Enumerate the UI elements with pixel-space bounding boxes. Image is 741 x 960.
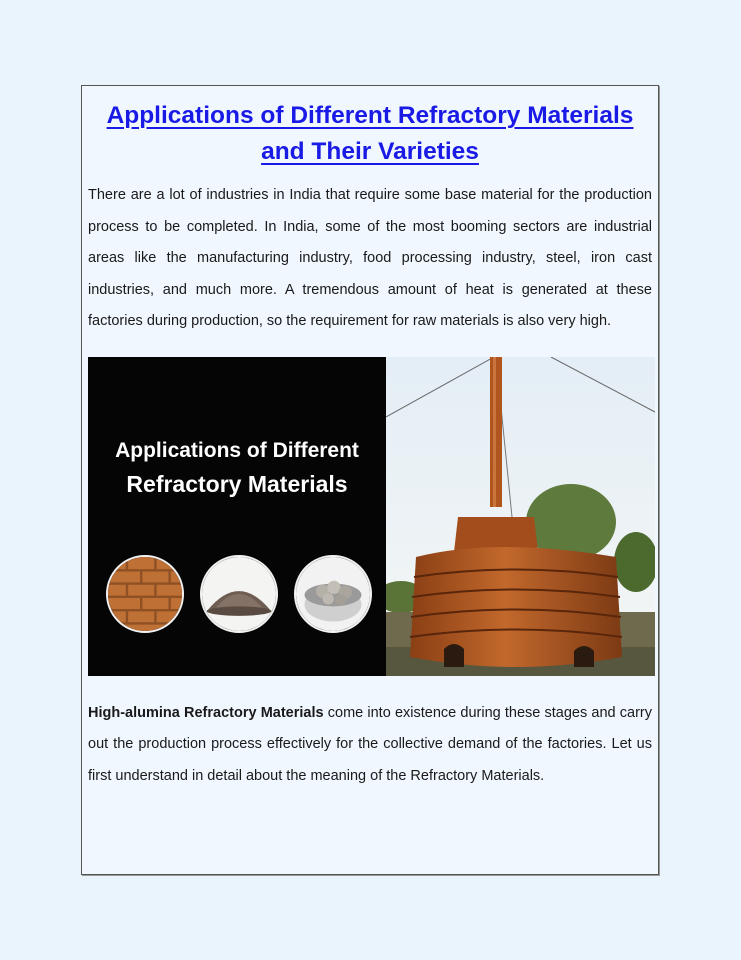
hero-caption-line-2: Refractory Materials xyxy=(126,470,348,497)
hero-caption-line-1: Applications of Different xyxy=(115,438,359,462)
refractory-balls-icon xyxy=(294,555,372,633)
closing-text: come into existence during these stages and carry out the production process effectively for the collective demand of the factories. Let us first understand in detail about the meaning of the Refractory Materials. xyxy=(88,704,653,784)
refractory-bricks-icon xyxy=(106,555,184,633)
intro-paragraph: There are a lot of industries in India that require some base material for the production process to be completed. In India, some of the most booming sectors are industrial areas like the manufacturing industry, food processing industry, steel, iron cast industries, and much more. A tremendous amount of heat is generated at these factories during production, so the requirement for raw materials is also very high. xyxy=(88,187,652,329)
refractory-powder-icon xyxy=(200,555,278,633)
kiln-chimney-photo xyxy=(386,357,655,676)
hero-caption xyxy=(88,435,386,501)
hero-caption-panel xyxy=(88,357,386,676)
document-page xyxy=(81,85,659,875)
hero-thumbnails xyxy=(106,555,374,635)
page-title: Applications of Different Refractory Materials and Their Varieties xyxy=(106,102,634,165)
high-alumina-term: High-alumina Refractory Materials xyxy=(88,704,324,721)
closing-paragraph xyxy=(88,698,652,793)
document-content xyxy=(88,98,652,792)
hero-image xyxy=(88,357,655,676)
